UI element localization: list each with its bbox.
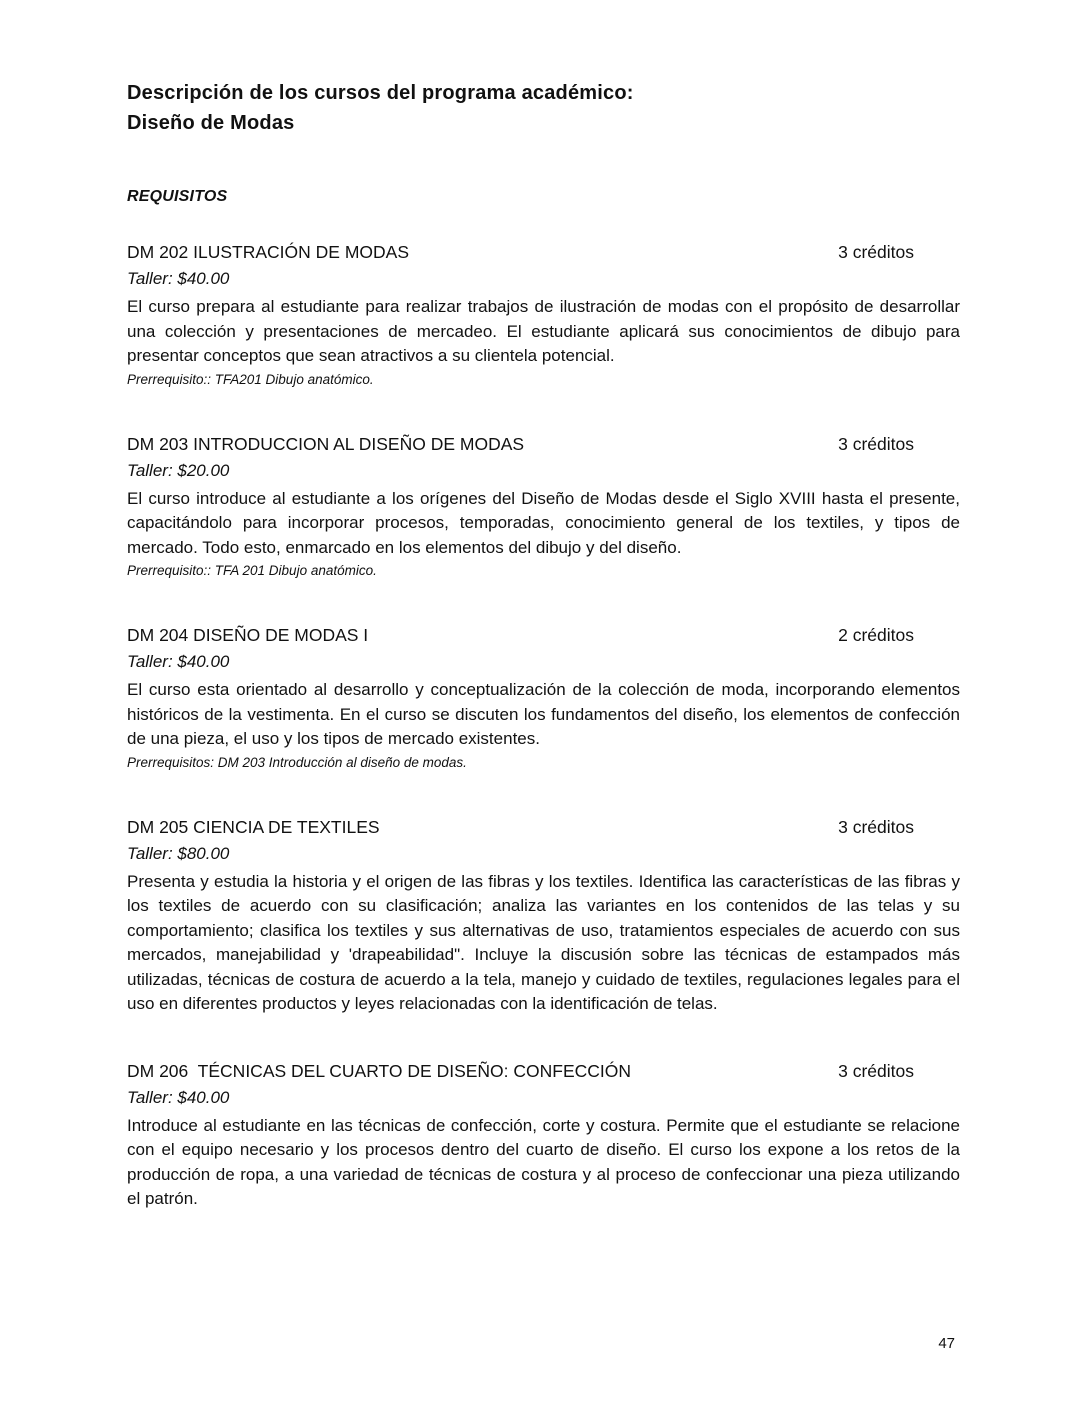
course-description: El curso esta orientado al desarrollo y conceptualización de la colección de moda, incorporando elementos históricos de la vestimenta. En el curso se discuten los fundamentos del diseño, los elementos de confección de una pieza, el uso y los tipos de mercado existentes. [127,680,960,748]
section-label-requisitos: REQUISITOS [127,188,228,205]
course-prerequisite: Prerrequisito:: TFA201 Dibujo anatómico. [127,371,374,387]
course-fee: Taller: $40.00 [127,269,230,288]
course-header [127,815,960,839]
course-fee: Taller: $40.00 [127,652,230,671]
course-prerequisite: Prerrequisitos: DM 203 Introducción al diseño de modas. [127,754,467,770]
page-title [127,78,960,138]
course-credits: 3 créditos [838,433,914,454]
course-code-title: DM 206 TÉCNICAS DEL CUARTO DE DISEÑO: CONFECCIÓN [127,1060,632,1081]
course-credits: 3 créditos [838,816,914,837]
course-credits: 3 créditos [838,1060,914,1081]
course-code-title: DM 202 ILUSTRACIÓN DE MODAS [127,242,409,262]
course-code-title: DM 204 DISEÑO DE MODAS I [127,625,369,645]
course-description: Introduce al estudiante en las técnicas de confección, corte y costura. Permite que el estudiante se relacione con el equipo necesario y los procesos dentro del cuarto de diseño. El curso los expone a los retos de la producción de ropa, a una variedad de técnicas de costura y al proceso de confeccionar una pieza utilizando el patrón. [127,1115,960,1208]
page-number: 47 [938,1335,955,1352]
course-header [127,1059,960,1083]
course-description: El curso introduce al estudiante a los orígenes del Diseño de Modas desde el Siglo XVIII hasta el presente, capacitándolo para incorporar procesos, temporadas, conocimiento general de los textiles, y tipos de mercado. Todo esto, enmarcado en los elementos del dibujo y del diseño. [127,488,960,557]
course-block-dm205 [127,815,960,1017]
course-credits: 3 créditos [838,242,914,262]
course-header [127,432,960,456]
course-description: Presenta y estudia la historia y el origen de las fibras y los textiles. Identifica las características de las fibras y los textiles de acuerdo con su clasificación; analiza las variantes en los contenidos de las telas y su comportamiento; clasifica los textiles y sus alternativas de uso, tratamientos especiales de acuerdo con sus mercados, manejabilidad y 'drapeabilidad". Incluye la discusión sobre las técnicas de estampados más utilizadas, técnicas de costura de acuerdo a la tela, manejo y cuidado de textiles, regulaciones legales para el uso en diferentes productos y leyes relacionadas con la identificación de telas. [127,871,960,1013]
course-description: El curso prepara al estudiante para realizar trabajos de ilustración de modas con el propósito de desarrollar una colección y presentaciones de mercadeo. El estudiante aplicará sus conocimientos de dibujo para presentar conceptos que sean atractivos a su clientela potencial. [127,297,960,365]
page-title-line1: Descripción de los cursos del programa académico: [127,82,634,104]
course-code-title: DM 205 CIENCIA DE TEXTILES [127,816,380,837]
course-block-dm203 [127,432,960,582]
course-fee: Taller: $40.00 [127,1087,230,1107]
course-header [127,623,960,647]
course-block-dm202 [127,240,960,390]
course-block-dm204 [127,623,960,773]
course-header [127,240,960,264]
course-code-title: DM 203 INTRODUCCION AL DISEÑO DE MODAS [127,433,525,454]
course-fee: Taller: $20.00 [127,460,230,480]
course-fee: Taller: $80.00 [127,843,230,863]
page-title-line2: Diseño de Modas [127,112,295,134]
course-prerequisite: Prerrequisito:: TFA 201 Dibujo anatómico. [127,563,377,578]
course-credits: 2 créditos [838,625,914,645]
course-block-dm206 [127,1059,960,1212]
